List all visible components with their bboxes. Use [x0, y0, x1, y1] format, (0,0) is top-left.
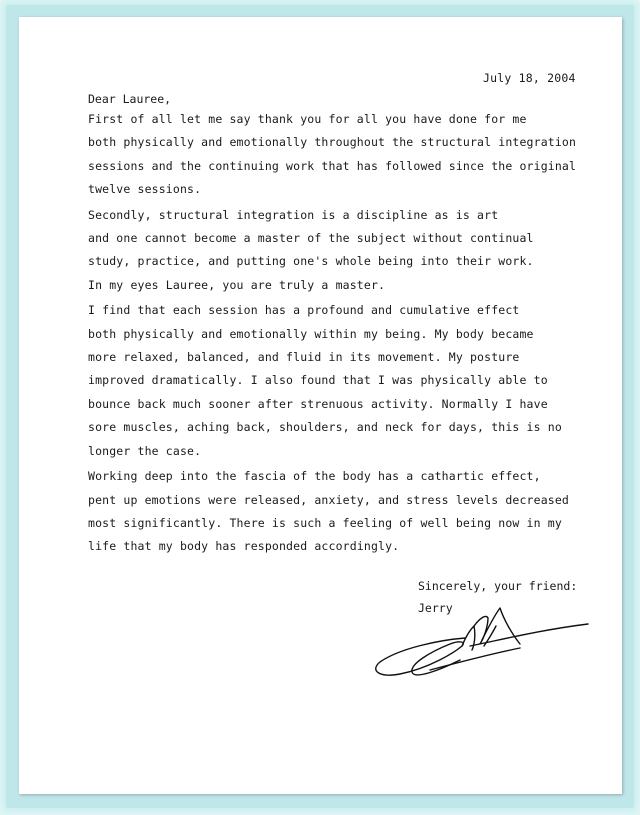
paragraph-thanks: First of all let me say thank you for all you have done for me both physically and emotionally throughout the structural integration sessions and the continuing work that has followed since the original twelve sessions.	[88, 112, 577, 197]
signer-name: Jerry	[418, 601, 453, 615]
paragraph-effects: I find that each session has a profound and cumulative effect both physically and emotionally within my being. My body became more relaxed, balanced, and fluid in its movement. My posture improved dramatically. I also found that I was physically able to bounce back much sooner after strenuous activity. Normally I have sore muscles, aching back, shoulders, and neck for days, this is no longer the case.	[88, 303, 562, 458]
letter-date: July 18, 2004	[483, 71, 576, 85]
paragraph-fascia: Working deep into the fascia of the body has a cathartic effect, pent up emotions were released, anxiety, and stress levels decreased most significantly. There is such a feeling of well being now in my life that my body has responded accordingly.	[88, 469, 570, 554]
handwritten-signature	[370, 600, 590, 690]
salutation: Dear Lauree,	[88, 92, 172, 106]
letter-body	[88, 108, 588, 561]
closing: Sincerely, your friend:	[418, 579, 578, 593]
paragraph-discipline: Secondly, structural integration is a discipline as is art and one cannot become a master of the subject without continual study, practice, and putting one's whole being into their work. In my eyes Lauree, you are truly a master.	[88, 207, 534, 292]
